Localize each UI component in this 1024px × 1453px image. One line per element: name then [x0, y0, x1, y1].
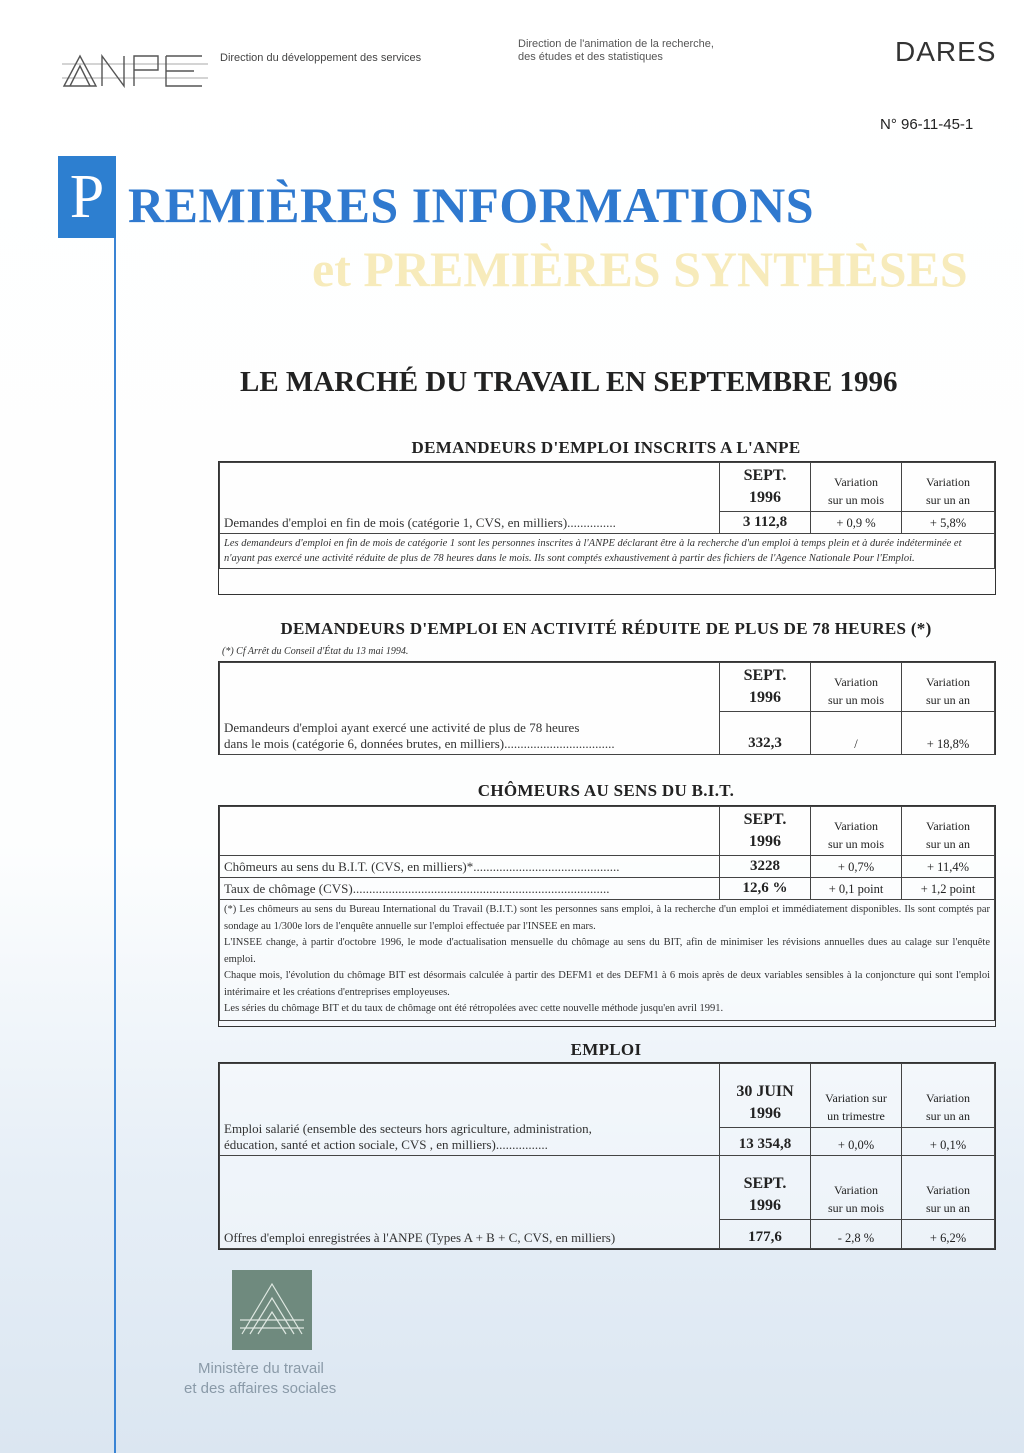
col-header-month: Variation sur un mois [811, 807, 902, 856]
value-cell: - 2,8 % [811, 1220, 902, 1249]
col-header-year: Variation sur un an [902, 663, 995, 712]
value-cell: + 0,9 % [811, 512, 902, 534]
value-cell: 3 112,8 [720, 512, 811, 534]
col-header-date: SEPT. 1996 [720, 663, 811, 712]
table-note: (*) Les chômeurs au sens du Bureau International du Travail (B.I.T.) sont les personnes sans emploi, à la recherche d'un emploi et immédiatement disponibles. Ils sont comptés par sondage au 1/300e lors de l'enquête annuelle sur l'emploi effectuée par l'INSEE en mars. L'INSEE change, à partir d'octobre 1996, le mode d'actualisation mensuelle du chômage au sens du BIT, afin de minimiser les révisions annuelles dues au calage sur l'enquête emploi. Chaque mois, l'évolution du chômage BIT est désormais calculée à partir des DEFM1 et des DEFM1 à 6 mois après de deux variables sensibles à la conjoncture qui sont l'emploi intérimaire et les créations d'entreprises employeuses. Les séries du chômage BIT et du taux de chômage ont été rétropolées avec cette nouvelle méthode jusqu'en avril 1991. [220, 900, 995, 1021]
direction-dev-label: Direction du développement des services [220, 52, 422, 64]
row-label: Demandes d'emploi en fin de mois (catégorie 1, CVS, en milliers)............... [220, 463, 720, 534]
direction-anim-line2: des études et des statistiques [518, 51, 663, 63]
row-label: Emploi salarié (ensemble des secteurs hors agriculture, administration, éducation, santé et action sociale, CVS , en milliers)................ [220, 1064, 720, 1156]
col-header-month: Variation sur un mois [811, 663, 902, 712]
value-cell: + 11,4% [902, 856, 995, 878]
section-title-chomeurs-bit: CHÔMEURS AU SENS DU B.I.T. [477, 781, 735, 800]
table-demandeurs [218, 461, 996, 595]
row-label: Chômeurs au sens du B.I.T. (CVS, en milliers)*............................................. [220, 856, 720, 878]
col-header-month: Variation sur un mois [811, 1156, 902, 1220]
col-header-date: 30 JUIN 1996 [720, 1064, 811, 1128]
col-header-year: Variation sur un an [902, 1064, 995, 1128]
row-label-empty [220, 807, 720, 856]
col-header-month: Variation sur un mois [811, 463, 902, 512]
value-cell: + 0,1% [902, 1127, 995, 1156]
value-cell: 332,3 [720, 712, 811, 755]
ministry-name-line1: Ministère du travail [198, 1360, 324, 1377]
publication-subtitle: et PREMIÈRES SYNTHÈSES [312, 241, 968, 297]
margin-rule [114, 238, 116, 1453]
table-activite-reduite [218, 661, 996, 755]
value-cell: + 0,1 point [811, 878, 902, 900]
title-initial: P [69, 163, 105, 231]
section-title-emploi: EMPLOI [570, 1040, 642, 1059]
direction-anim-label [518, 38, 778, 64]
title-initial-box [58, 156, 116, 238]
col-header-year: Variation sur un an [902, 1156, 995, 1220]
document-number: N° 96-11-45-1 [880, 116, 974, 133]
value-cell: 177,6 [720, 1220, 811, 1249]
value-cell: + 18,8% [902, 712, 995, 755]
row-label: Offres d'emploi enregistrées à l'ANPE (Types A + B + C, CVS, en milliers) [220, 1156, 720, 1249]
section-title-activite-reduite: DEMANDEURS D'EMPLOI EN ACTIVITÉ RÉDUITE DE PLUS DE 78 HEURES (*) [280, 619, 932, 638]
col-header-quarter: Variation sur un trimestre [811, 1064, 902, 1128]
value-cell: 12,6 % [720, 878, 811, 900]
value-cell: + 1,2 point [902, 878, 995, 900]
footnote: (*) Cf Arrêt du Conseil d'État du 13 mai 1994. [222, 646, 409, 657]
table-chomeurs-bit [218, 805, 996, 1027]
row-label: Demandeurs d'emploi ayant exercé une activité de plus de 78 heures dans le mois (catégorie 6, données brutes, en milliers).................................. [220, 663, 720, 755]
value-cell: + 6,2% [902, 1220, 995, 1249]
report-title: LE MARCHÉ DU TRAVAIL EN SEPTEMBRE 1996 [240, 366, 898, 398]
value-cell: + 0,0% [811, 1127, 902, 1156]
value-cell: 13 354,8 [720, 1127, 811, 1156]
col-header-date: SEPT. 1996 [720, 1156, 811, 1220]
anpe-logo [62, 52, 210, 88]
value-cell: + 5,8% [902, 512, 995, 534]
value-cell: + 0,7% [811, 856, 902, 878]
col-header-date: SEPT. 1996 [720, 807, 811, 856]
publication-title: REMIÈRES INFORMATIONS [128, 177, 815, 233]
table-note: Les demandeurs d'emploi en fin de mois de catégorie 1 sont les personnes inscrites à l'ANPE déclarant être à la recherche d'un emploi à temps plein et à durée indéterminée et n'ayant pas exercé une activité réduite de plus de 78 heures dans le mois. Ils sont comptés exhaustivement à partir des fichiers de l'Agence Nationale Pour l'Emploi. [220, 534, 995, 569]
col-header-year: Variation sur un an [902, 463, 995, 512]
direction-anim-line1: Direction de l'animation de la recherche, [518, 38, 714, 50]
value-cell: / [811, 712, 902, 755]
dares-label: DARES [895, 36, 997, 67]
ministry-name-line2: et des affaires sociales [184, 1380, 337, 1397]
col-header-year: Variation sur un an [902, 807, 995, 856]
value-cell: 3228 [720, 856, 811, 878]
ministry-logo [232, 1270, 312, 1350]
col-header-date: SEPT. 1996 [720, 463, 811, 512]
section-title-demandeurs: DEMANDEURS D'EMPLOI INSCRITS A L'ANPE [411, 438, 801, 457]
row-label: Taux de chômage (CVS)............................................................................... [220, 878, 720, 900]
table-emploi [218, 1062, 996, 1250]
